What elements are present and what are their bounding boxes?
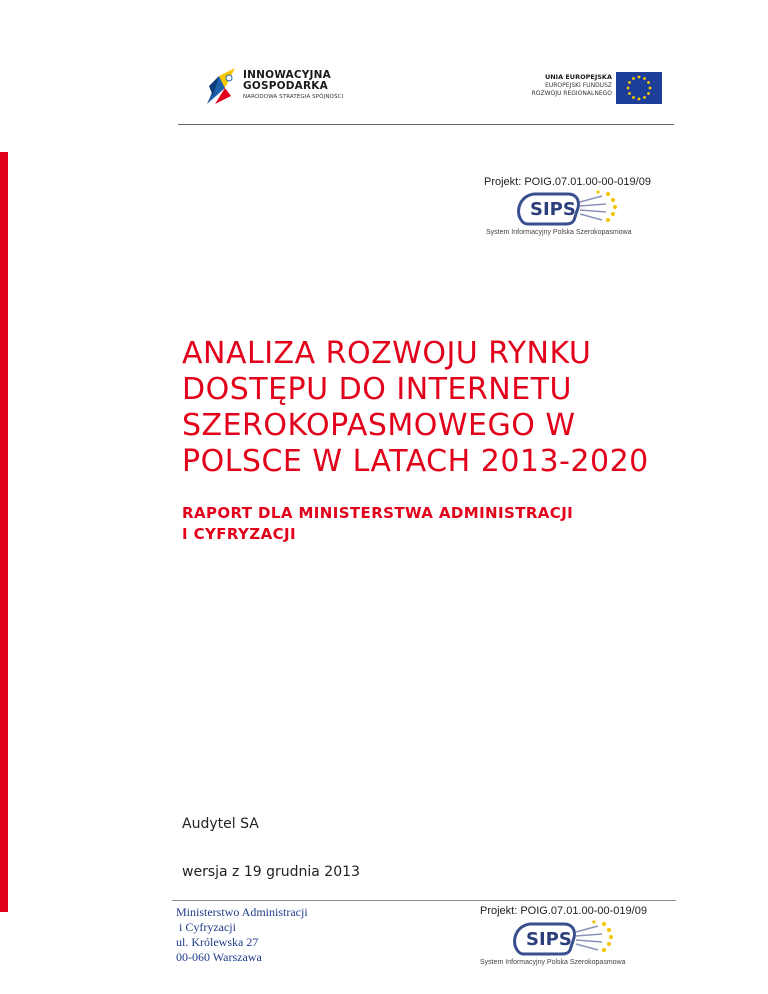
- address-line-2: i Cyfryzacji: [176, 920, 236, 934]
- title-line-4: POLSCE W LATACH 2013-2020: [182, 444, 649, 479]
- left-red-bar: [0, 152, 8, 912]
- address-line-3: ul. Królewska 27: [176, 935, 259, 949]
- project-label-bottom: Projekt: POIG.07.01.00-00-019/09: [480, 905, 647, 917]
- innowacyjna-gospodarka-logo: [205, 66, 365, 110]
- innowacyjna-gospodarka-mark-icon: [205, 66, 239, 106]
- eu-logo-line3: ROZWOJU REGIONALNEGO: [531, 90, 612, 97]
- sips-tagline-top: System Informacyjny Polska Szerokopasmowa: [486, 229, 632, 236]
- sips-logo-bottom-icon: [506, 920, 646, 956]
- eu-logo-line2: EUROPEJSKI FUNDUSZ: [545, 82, 612, 89]
- title-line-2: DOSTĘPU DO INTERNETU: [182, 372, 572, 407]
- sips-logo-top-icon: [510, 190, 650, 226]
- document-subtitle: [182, 503, 682, 545]
- title-line-1: ANALIZA ROZWOJU RYNKU: [182, 336, 592, 371]
- address-line-1: Ministerstwo Administracji: [176, 905, 308, 919]
- eu-fund-logo: [510, 70, 662, 106]
- footer-address: [176, 905, 308, 965]
- subtitle-line-2: I CYFRYZACJI: [182, 525, 296, 543]
- address-line-4: 00-060 Warszawa: [176, 950, 262, 964]
- title-line-3: SZEROKOPASMOWEGO W: [182, 408, 576, 443]
- ig-logo-line2: GOSPODARKA: [243, 80, 328, 92]
- sips-logo-text-bottom: SIPS: [526, 929, 572, 950]
- eu-logo-line1: UNIA EUROPEJSKA: [544, 73, 612, 81]
- sips-logo-text-top: SIPS: [530, 199, 576, 220]
- header-divider: [178, 124, 674, 125]
- subtitle-line-1: RAPORT DLA MINISTERSTWA ADMINISTRACJI: [182, 504, 574, 522]
- project-label-top: Projekt: POIG.07.01.00-00-019/09: [484, 176, 651, 188]
- author: Audytel SA: [182, 816, 259, 832]
- ig-logo-subtitle: NARODOWA STRATEGIA SPÓJNOŚCI: [243, 94, 344, 100]
- sips-tagline-bottom: System Informacyjny Polska Szerokopasmowa: [480, 959, 626, 966]
- eu-flag-icon: [616, 72, 662, 104]
- footer-divider: [172, 900, 676, 901]
- document-title: [182, 336, 702, 480]
- version-date: wersja z 19 grudnia 2013: [182, 864, 360, 880]
- ig-logo-line1: INNOWACYJNA: [243, 69, 331, 81]
